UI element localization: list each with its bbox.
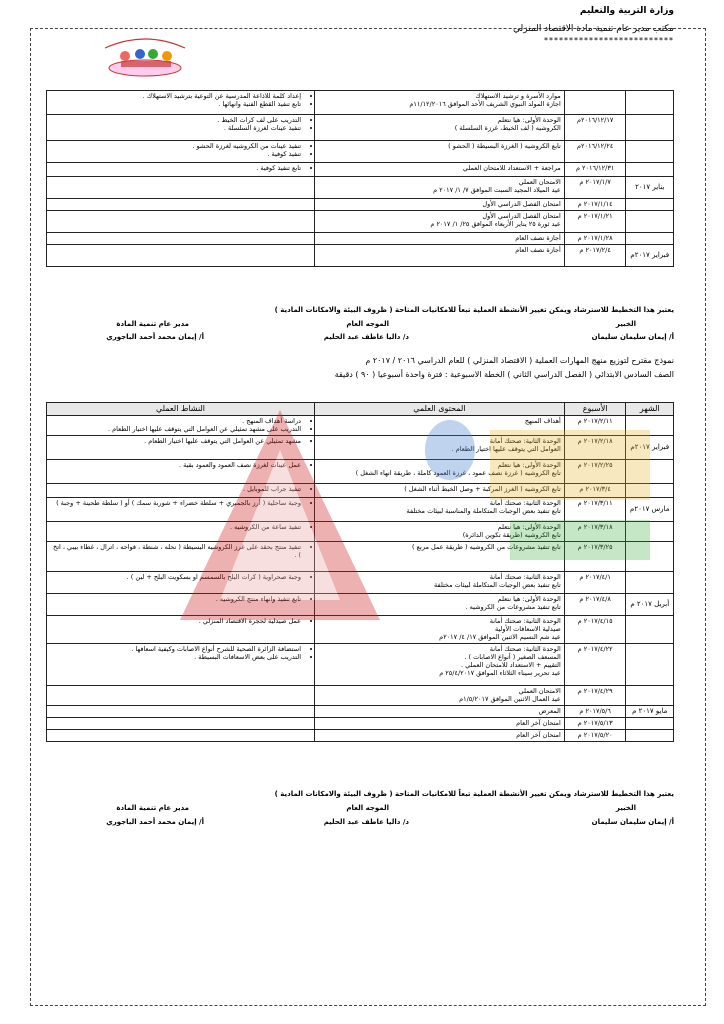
content-cell: [315, 706, 565, 718]
week-cell: ٢٠١٧/١/٢٨ م: [564, 233, 626, 245]
content-line: عيد شم النسيم الاثنين الموافق ١٧/ ٤/ ٢٠١٧م: [439, 633, 561, 642]
content-line: المسعف الصغير ( أنواع الاصابات ) .: [464, 653, 561, 662]
activity-list: [50, 417, 311, 433]
month-cell: [626, 730, 674, 742]
content-line: الوحدة الثانية: صحتك أمانة: [489, 499, 561, 507]
director-title: مدير عام تنمية المادة: [116, 320, 189, 328]
month-cell: [626, 644, 674, 686]
content-line: تابع تنفيذ بعض الوجبات المتكاملة والمناسبة لبيئات مختلفة: [406, 507, 561, 516]
activity-cell: [47, 211, 315, 233]
activity-item: • تنفيذ ساعة من الكروشيه .: [50, 523, 301, 531]
month-cell: فبراير ٢٠١٧م: [626, 245, 674, 267]
table-row: [47, 233, 674, 245]
header-week: الأسبوع: [564, 403, 626, 416]
activity-item: • دراسة أهداف المنهج .: [50, 417, 301, 425]
supervisor-title: الموجه العام: [346, 320, 389, 328]
content-cell: [315, 233, 565, 245]
plan-title-line2: الصف السادس الابتدائي ( الفصل الدراسي الثاني ) الخطة الاسبوعية : فترة واحدة أسبوعيا ( ٩٠ ) دقيقة: [334, 370, 674, 379]
week-cell: ٢٠١٧/٣/٤ م: [564, 484, 626, 498]
week-cell: ٢٠١٧/٥/١٣ م: [564, 718, 626, 730]
month-cell: [626, 199, 674, 211]
content-line: امتحان الفصل الدراسي الأول: [482, 212, 561, 220]
content-cell: [315, 718, 565, 730]
table-row: [47, 91, 674, 115]
table-row: [47, 498, 674, 522]
office-name: مكتب مدير عام تنمية مادة الاقتصاد المنزلي: [512, 24, 674, 34]
table-row: [47, 416, 674, 436]
week-cell: ٢٠١٧/٤/٨ م: [564, 594, 626, 616]
week-cell: ٢٠١٧/٢/١١ م: [564, 416, 626, 436]
content-line: عيد تحرير سيناء الثلاثاء الموافق ٢٥/٤/٢٠١٧ م: [439, 669, 561, 678]
month-cell: [626, 686, 674, 706]
content-line: صيدلية الاسعافات الأولية: [494, 625, 561, 634]
week-cell: ٢٠١٧/٤/٢٢ م: [564, 644, 626, 686]
table-row: [47, 644, 674, 686]
activity-list: [50, 595, 311, 603]
header-activity: النشاط العملي: [47, 403, 315, 416]
supervisor-title-2: الموجه العام: [346, 804, 389, 812]
week-cell: ٢٠١٧/١/١٤ م: [564, 199, 626, 211]
table-row: [47, 686, 674, 706]
month-cell: [626, 522, 674, 542]
month-cell: [626, 416, 674, 436]
content-cell: [315, 730, 565, 742]
table-row: [47, 460, 674, 484]
activity-list: [50, 543, 311, 559]
table-row: [47, 594, 674, 616]
activity-list: [50, 116, 311, 132]
content-cell: [315, 572, 565, 594]
content-cell: [315, 436, 565, 460]
plan-title-line1: نموذج مقترح لتوزيع منهج المهارات العملية ( الاقتصاد المنزلي ) للعام الدراسي ٢٠١٦ / ٢٠١٧ م: [365, 356, 674, 365]
activity-item: • تنفيذ جراب للموبايل .: [50, 485, 301, 493]
supervisor-name-2: د/ داليا عاطف عبد الحليم: [323, 818, 409, 826]
supervisor-name: د/ داليا عاطف عبد الحليم: [323, 333, 409, 341]
activity-item: • مشهد تمثيلي عن العوامل التي يتوقف عليها اختيار الطعام .: [50, 437, 301, 445]
director-name: أ/ إيمان محمد أحمد الباجوري: [106, 333, 204, 341]
content-line: تابع الكروشيه ( الغرز المركبة + وصل الخيط أثناء الشغل ): [404, 485, 561, 493]
content-line: الكروشيه ( لف الخيط، غرزة السلسلة ): [454, 124, 561, 133]
content-cell: [315, 644, 565, 686]
activity-list: [50, 461, 311, 469]
content-line: تابع الكروشيه ( غرزة نصف عمود ، غرزة العمود كاملة ، طريقة انهاء الشغل ): [355, 469, 561, 478]
content-cell: [315, 686, 565, 706]
content-line: تابع تنفيذ مشروعات من الكروشيه .: [465, 603, 561, 612]
table-row: [47, 141, 674, 163]
activity-cell: [47, 460, 315, 484]
activity-item: • استضافة الزائرة الصحية للشرح أنواع الاصابات وكيفية اسعافها .: [50, 645, 301, 653]
activity-item: • التدريب على لف كرات الخيط .: [50, 116, 301, 124]
activity-cell: [47, 616, 315, 644]
content-cell: [315, 177, 565, 199]
content-cell: [315, 594, 565, 616]
content-line: تابع الكروشيه ( الغرزة البسيطة ( الحشو ): [448, 142, 561, 150]
director-name-2: أ/ إيمان محمد أحمد الباجوري: [106, 818, 204, 826]
planning-note-2: يعتبر هذا التخطيط للاسترشاد ويمكن تغيير الأنشطة العملية تبعاً للامكانيات المتاحة ( ظروف البيئة والامكانات المادية ): [274, 790, 674, 798]
activity-item: • تابع تنفيذ وانهاء منتج الكروشيه .: [50, 595, 301, 603]
content-line: الوحدة الأولى: هيا نتعلم: [497, 523, 561, 531]
activity-cell: [47, 498, 315, 522]
activity-cell: [47, 233, 315, 245]
activity-cell: [47, 484, 315, 498]
activity-list: [50, 617, 311, 625]
content-cell: [315, 245, 565, 267]
table-row: [47, 436, 674, 460]
activity-cell: [47, 572, 315, 594]
month-cell: مايو ٢٠١٧ م: [626, 706, 674, 718]
activity-cell: [47, 594, 315, 616]
activity-item: • تنفيذ منتج بحقد على غرز الكروشيه البسيطة ( نحله ، شنطة ، فواحه ، اترال ، غطاء بيبي ، اتخ ) .: [50, 543, 301, 559]
table-row: [47, 177, 674, 199]
table-row: [47, 245, 674, 267]
month-cell: [626, 211, 674, 233]
activity-list: [50, 437, 311, 445]
content-cell: [315, 91, 565, 115]
month-cell: [626, 233, 674, 245]
table-header-row: [47, 403, 674, 416]
week-cell: ٢٠١٧/٤/٢٩ م: [564, 686, 626, 706]
week-cell: ٢٠١٧/٢/٤ م: [564, 245, 626, 267]
activity-list: [50, 573, 311, 581]
content-line: عيد الميلاد المجيد السبت الموافق ٧/ ١/ ٢٠١٧ م: [433, 186, 561, 195]
content-line: مراجعة + الاستعداد للامتحان العملي: [462, 164, 561, 172]
table-row: [47, 542, 674, 572]
activity-list: [50, 645, 311, 661]
content-line: عيد العمال الاثنين الموافق ١/٥/٢٠١٧م: [459, 695, 561, 704]
content-line: امتحان آخر العام: [516, 719, 561, 727]
week-cell: ٢٠١٧/١/٧ م: [564, 177, 626, 199]
content-line: أجازة نصف العام: [515, 234, 561, 242]
content-line: المعرض: [538, 707, 561, 715]
week-cell: ٢٠١٦/١٢/٣١ م: [564, 163, 626, 177]
activity-list: [50, 499, 311, 507]
content-line: امتحان الفصل الدراسي الأول: [482, 200, 561, 208]
ministry-name: وزارة التربية والتعليم: [579, 6, 674, 16]
content-cell: [315, 199, 565, 211]
activity-item: • التدريب على مشهد تمثيلي عن العوامل التي يتوقف عليها اختيار الطعام .: [50, 425, 301, 433]
content-line: عيد ثورة ٢٥ يناير الأربعاء الموافق ٢٥/ ١/ ٢٠١٧ م: [430, 220, 561, 229]
table-row: [47, 522, 674, 542]
table-row: [47, 706, 674, 718]
week-cell: ٢٠١٧/٤/١٥ م: [564, 616, 626, 644]
content-line: تابع تنفيذ مشروعات من الكروشيه ( طريقة عمل مربع ): [411, 543, 561, 551]
activity-cell: [47, 522, 315, 542]
activity-cell: [47, 706, 315, 718]
activity-list: [50, 485, 311, 493]
activity-cell: [47, 177, 315, 199]
planning-note-1: يعتبر هذا التخطيط للاسترشاد ويمكن تغيير الأنشطة العملية تبعاً للامكانيات المتاحة ( ظروف البيئة والامكانات المادية ): [274, 306, 674, 314]
content-line: الوحدة الأولى: هيا نتعلم: [497, 116, 561, 124]
plan-table-term1: [46, 90, 674, 267]
week-cell: ٢٠١٧/٣/١٨ م: [564, 522, 626, 542]
activity-list: [50, 523, 311, 531]
week-cell: ٢٠١٧/٢/١٨ م: [564, 436, 626, 460]
week-cell: ٢٠١٧/٣/١١ م: [564, 498, 626, 522]
month-cell: يناير ٢٠١٧: [626, 177, 674, 199]
activity-item: • تابع تنفيذ القطع الفنية وانهائها .: [50, 100, 301, 108]
activity-item: • وجبة ساحلية ( أرز بالجمبري + سلطة خضراء + شوربة سمك ) أو ( سلطة طحينة + وجبة ): [50, 499, 301, 507]
ministry-logo-icon: [95, 30, 195, 80]
activity-list: [50, 92, 311, 108]
content-line: الوحدة الثانية: صحتك أمانة: [489, 645, 561, 653]
expert-title: الخبير: [615, 320, 636, 328]
month-cell: [626, 115, 674, 141]
table-row: [47, 730, 674, 742]
activity-cell: [47, 416, 315, 436]
content-line: امتحان آخر العام: [516, 731, 561, 739]
activity-item: • التدريب على بعض الاسعافات البسيطة .: [50, 653, 301, 661]
content-line: الامتحان العملي: [518, 687, 561, 695]
month-cell: [626, 484, 674, 498]
content-cell: [315, 484, 565, 498]
content-line: التقييم + الاستعداد للامتحان العملي .: [460, 661, 561, 670]
content-cell: [315, 141, 565, 163]
table-row: [47, 616, 674, 644]
content-line: تابع تنفيذ بعض الوجبات المتكاملة لبيئات مختلفة: [434, 581, 561, 590]
content-cell: [315, 616, 565, 644]
content-line: الوحدة الأولى: هيا نتعلم: [497, 595, 561, 603]
month-cell: [626, 542, 674, 572]
content-line: الامتحان العملي: [518, 178, 561, 186]
header-content: المحتوى العلمي: [315, 403, 565, 416]
activity-cell: [47, 644, 315, 686]
table-row: [47, 163, 674, 177]
expert-name: أ/ إيمان سليمان سليمان: [591, 333, 674, 341]
activity-cell: [47, 686, 315, 706]
week-cell: ٢٠١٦/١٢/٢٤م: [564, 141, 626, 163]
activity-item: • عمل صيدلية لحجرة الاقتصاد المنزلي .: [50, 617, 301, 625]
content-cell: [315, 542, 565, 572]
week-cell: ٢٠١٧/٥/٦ م: [564, 706, 626, 718]
activity-item: • تنفيذ عينات لغرزة السلسلة .: [50, 124, 301, 132]
content-cell: [315, 498, 565, 522]
expert-title-2: الخبير: [615, 804, 636, 812]
activity-item: • تنفيذ كوفية .: [50, 150, 301, 158]
content-cell: [315, 522, 565, 542]
content-line: الوحدة الأولى: هيا نتعلم: [497, 461, 561, 469]
expert-name-2: أ/ إيمان سليمان سليمان: [591, 818, 674, 826]
week-cell: ٢٠١٦/١٢/١٧م: [564, 115, 626, 141]
table-row: [47, 115, 674, 141]
activity-cell: [47, 115, 315, 141]
header-stars: **************************: [544, 36, 674, 45]
table-row: [47, 718, 674, 730]
plan-table-term2: [46, 402, 674, 742]
activity-cell: [47, 91, 315, 115]
week-cell: ٢٠١٧/٤/١ م: [564, 572, 626, 594]
month-cell: [626, 91, 674, 115]
content-line: الوحدة الثانية: صحتك أمانة: [489, 617, 561, 625]
activity-cell: [47, 436, 315, 460]
content-line: العوامل التي يتوقف عليها اختيار الطعام .: [451, 445, 561, 454]
month-cell: [626, 141, 674, 163]
activity-item: • تابع تنفيذ كوفية .: [50, 164, 301, 172]
month-cell: أبريل ٢٠١٧ م: [626, 594, 674, 616]
table-row: [47, 211, 674, 233]
week-cell: [564, 91, 626, 115]
activity-cell: [47, 163, 315, 177]
activity-item: • تنفيذ عينات من الكروشيه لغرزة الحشو .: [50, 142, 301, 150]
activity-list: [50, 142, 311, 158]
content-cell: [315, 211, 565, 233]
content-cell: [315, 460, 565, 484]
table-row: [47, 572, 674, 594]
month-cell: [626, 460, 674, 484]
week-cell: ٢٠١٧/١/٢١ م: [564, 211, 626, 233]
activity-cell: [47, 542, 315, 572]
activity-item: • وجبة صحراوية ( كرات البلح بالسمسم او بسكويت البلح + لبن ) .: [50, 573, 301, 581]
week-cell: ٢٠١٧/٣/٢٥ م: [564, 542, 626, 572]
content-cell: [315, 416, 565, 436]
director-title-2: مدير عام تنمية المادة: [116, 804, 189, 812]
month-cell: [626, 616, 674, 644]
content-line: تابع الكروشيه (طريقة تكوين الدائرة): [462, 531, 561, 540]
content-cell: [315, 163, 565, 177]
content-line: الوحدة الثانية: صحتك أمانة: [489, 437, 561, 445]
week-cell: ٢٠١٧/٥/٢٠ م: [564, 730, 626, 742]
week-cell: ٢٠١٧/٢/٢٥ م: [564, 460, 626, 484]
month-cell: [626, 163, 674, 177]
activity-cell: [47, 199, 315, 211]
activity-cell: [47, 718, 315, 730]
table-row: [47, 484, 674, 498]
month-cell: [626, 718, 674, 730]
header-month: الشهر: [626, 403, 674, 416]
content-cell: [315, 115, 565, 141]
content-line: أهداف المنهج: [524, 417, 561, 425]
month-cell: [626, 572, 674, 594]
content-line: الوحدة الثانية: صحتك أمانة: [489, 573, 561, 581]
activity-cell: [47, 141, 315, 163]
content-line: موارد الأسرة و ترشيد الاستهلاك: [475, 92, 561, 100]
table-row: [47, 199, 674, 211]
activity-item: • إعداد كلمة للاذاعة المدرسية عن التوعية بترشيد الاستهلاك .: [50, 92, 301, 100]
activity-cell: [47, 730, 315, 742]
content-line: أجازة نصف العام: [515, 246, 561, 254]
content-line: اجازة المولد النبوي الشريف الأحد الموافق ١١/١٢/٢٠١٦م: [409, 100, 561, 109]
activity-item: • عمل عينات لغرزة نصف العمود والعمود بقية .: [50, 461, 301, 469]
activity-list: [50, 164, 311, 172]
month-cell: مارس ٢٠١٧م: [626, 498, 674, 522]
activity-cell: [47, 245, 315, 267]
month-cell: فبراير ٢٠١٧م: [626, 436, 674, 460]
